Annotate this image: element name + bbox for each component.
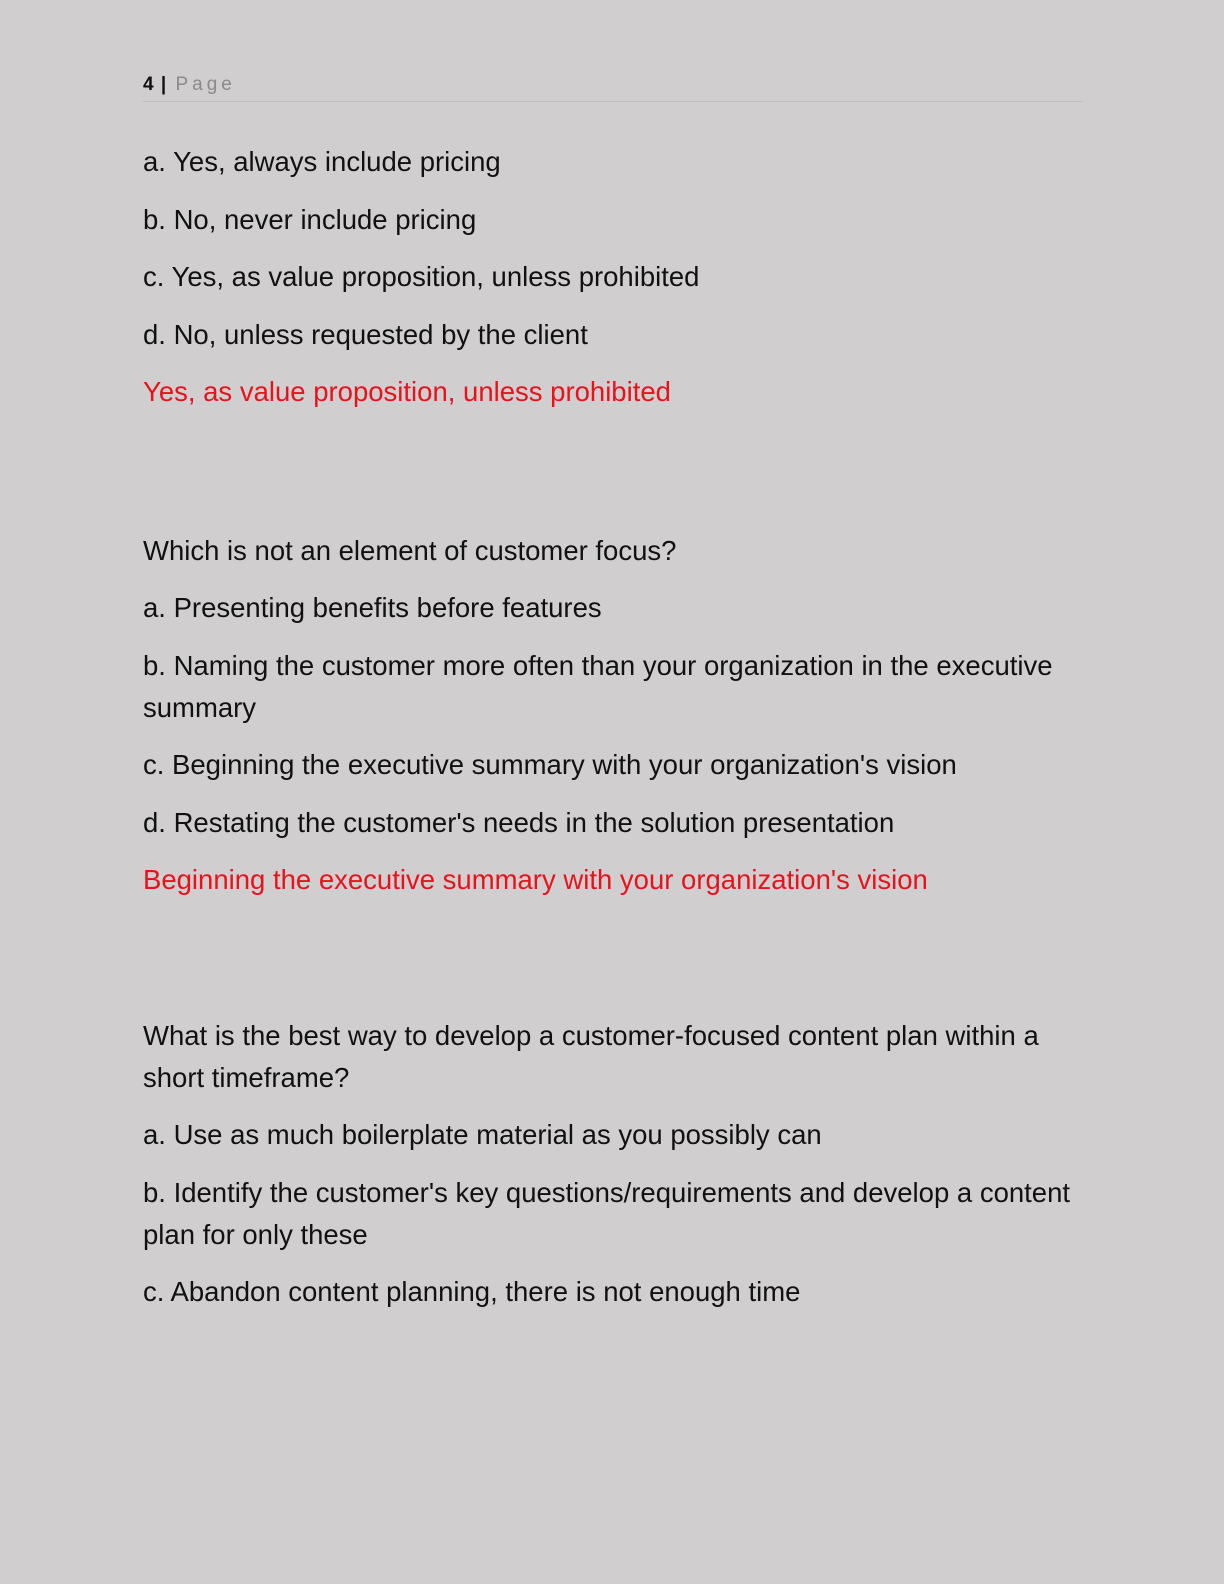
question-text: What is the best way to develop a customer-focused content plan within a short timeframe?	[143, 1019, 1039, 1093]
option-b: b. Identify the customer's key questions/requirements and develop a content plan for only these	[143, 1176, 1071, 1250]
question-block-3	[143, 1015, 1073, 1314]
option-a: a. Use as much boilerplate material as you possibly can	[143, 1119, 822, 1150]
option-a: a. Yes, always include pricing	[143, 146, 501, 177]
page-separator: |	[160, 74, 167, 95]
spacer	[143, 429, 1073, 530]
question-text: Which is not an element of customer focus?	[143, 534, 677, 566]
spacer	[143, 917, 1073, 1015]
option-b: b. No, never include pricing	[143, 203, 477, 235]
option-c: c. Beginning the executive summary with your organization's vision	[143, 749, 957, 780]
answer-text: Beginning the executive summary with your organization's vision	[143, 864, 928, 895]
question-block-2	[143, 530, 1073, 902]
page-header	[143, 73, 1083, 102]
option-a: a. Presenting benefits before features	[143, 592, 602, 623]
answer-text: Yes, as value proposition, unless prohibited	[143, 376, 671, 407]
page-label: Page	[175, 74, 236, 95]
document-body	[143, 141, 1073, 1329]
option-b: b. Naming the customer more often than your organization in the executive summary	[143, 649, 1053, 723]
option-c: c. Yes, as value proposition, unless prohibited	[143, 261, 700, 292]
option-d: d. Restating the customer's needs in the solution presentation	[143, 806, 895, 838]
question-block-1	[143, 141, 1073, 413]
page-number: 4	[143, 74, 154, 95]
option-d: d. No, unless requested by the client	[143, 318, 588, 350]
option-c: c. Abandon content planning, there is not enough time	[143, 1276, 801, 1307]
